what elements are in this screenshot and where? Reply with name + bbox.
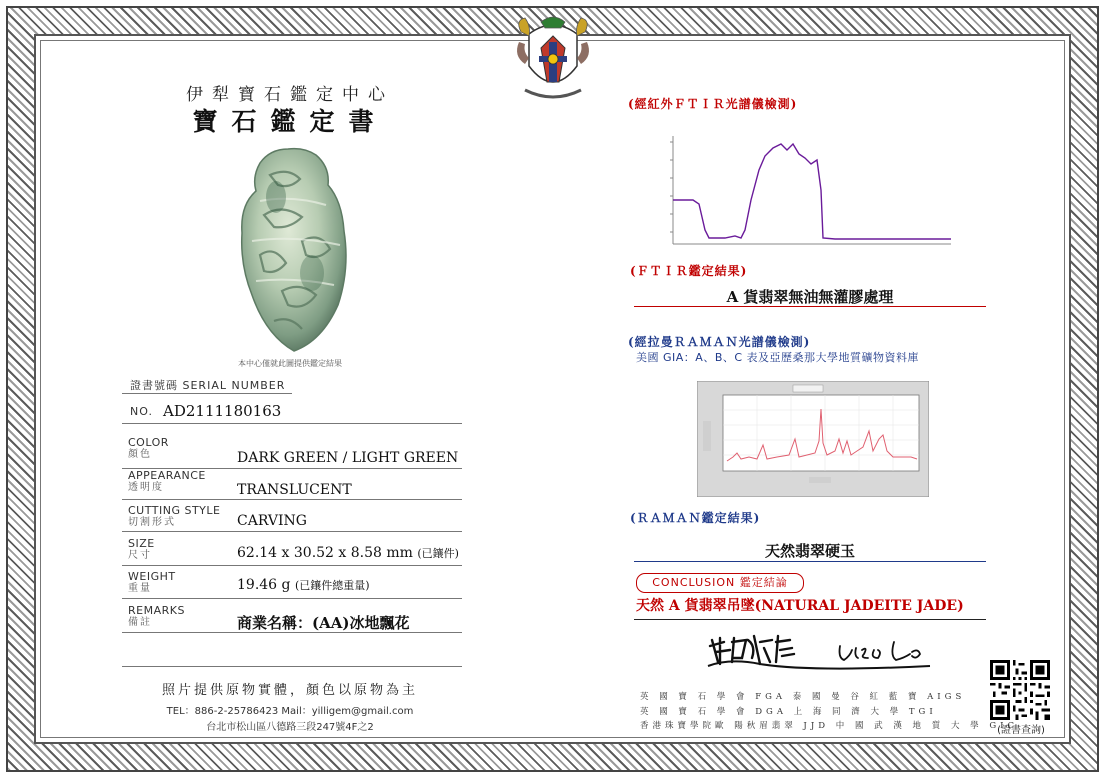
footer-note: 照片提供原物實體，顏色以原物為主 — [161, 683, 418, 698]
organization-name: 伊犁寶石鑑定中心 — [186, 85, 394, 105]
size-note: (已鑲件) — [417, 547, 459, 560]
cutting-style-label: CUTTING STYLE 切割形式 — [128, 504, 221, 528]
ftir-result-underline — [634, 306, 986, 307]
credential-line-3: 香港珠寶學院歐 陽秋眉翡翠 JJD 中 國 武 漢 地 質 大 學 GIC — [640, 721, 1019, 731]
conclusion-underline — [634, 619, 986, 620]
remarks-value: 商業名稱：(AA)冰地飄花 — [237, 614, 410, 632]
appearance-label: APPEARANCE 透明度 — [128, 469, 206, 493]
conclusion-label: CONCLUSION 鑑定結論 — [636, 573, 804, 593]
size-value — [237, 545, 459, 561]
ftir-result-heading: (ＦＴＩＲ鑑定結果) — [630, 264, 748, 278]
serial-no-value: AD2111180163 — [163, 402, 282, 420]
field-divider — [122, 499, 462, 500]
jade-pendant-photo — [230, 145, 355, 355]
field-divider — [122, 632, 462, 633]
appearance-value: TRANSLUCENT — [237, 482, 352, 498]
color-label: COLOR 顏色 — [128, 436, 169, 460]
raman-heading: (經拉曼ＲＡＭＡＮ光譜儀檢測) — [628, 335, 811, 349]
weight-note: (已鑲件總重量) — [294, 579, 370, 592]
ftir-spectrum-chart — [655, 130, 955, 248]
address: 台北市松山區八德路三段247號4F之2 — [206, 722, 374, 733]
weight-number: 19.46 g — [237, 577, 291, 593]
photo-caption: 本中心僅就此圖提供鑑定結果 — [238, 359, 342, 368]
credential-line-1: 英 國 寶 石 學 會 FGA 泰 國 曼 谷 紅 藍 寶 AIGS — [640, 692, 966, 702]
ftir-heading: (經紅外ＦＴＩＲ光譜儀檢測) — [628, 97, 798, 111]
contact-info: TEL：886-2-25786423 Mail：yilligem@gmail.com — [166, 706, 414, 717]
size-number: 62.14 x 30.52 x 8.58 mm — [237, 545, 413, 561]
qr-label: (證書查詢) — [997, 725, 1045, 736]
raman-result: 天然翡翠硬玉 — [764, 542, 855, 560]
qr-code[interactable] — [990, 660, 1050, 720]
conclusion-value: 天然 A 貨翡翠吊墜(NATURAL JADEITE JADE) — [636, 598, 964, 614]
field-divider — [122, 531, 462, 532]
weight-label: WEIGHT 重量 — [128, 570, 176, 594]
crest-logo — [511, 12, 595, 104]
raman-result-heading: (ＲＡＭＡＮ鑑定結果) — [630, 511, 761, 525]
serial-no-label: NO. — [130, 405, 153, 418]
field-divider — [122, 565, 462, 566]
remarks-label: REMARKS 備註 — [128, 604, 185, 628]
serial-divider — [122, 393, 292, 394]
size-label: SIZE 尺寸 — [128, 537, 155, 561]
raman-result-underline — [634, 561, 986, 562]
weight-value — [237, 577, 370, 593]
signature-image — [690, 628, 950, 680]
raman-spectrum-chart — [697, 381, 929, 497]
ftir-result: A 貨翡翠無油無灌膠處理 — [726, 288, 894, 306]
footer-divider — [122, 666, 462, 667]
color-value: DARK GREEN / LIGHT GREEN — [237, 450, 459, 466]
serial-underline — [122, 423, 462, 424]
serial-number-heading: 證書號碼 SERIAL NUMBER — [130, 379, 286, 392]
credential-line-2: 英 國 寶 石 學 會 DGA 上 海 同 濟 大 學 TGI — [640, 707, 937, 717]
raman-reference: 美國 GIA：A、B、C 表及亞歷桑那大學地質礦物資料庫 — [636, 351, 920, 364]
field-divider — [122, 598, 462, 599]
document-title: 寶石鑑定書 — [192, 107, 388, 136]
cutting-style-value: CARVING — [237, 513, 307, 529]
